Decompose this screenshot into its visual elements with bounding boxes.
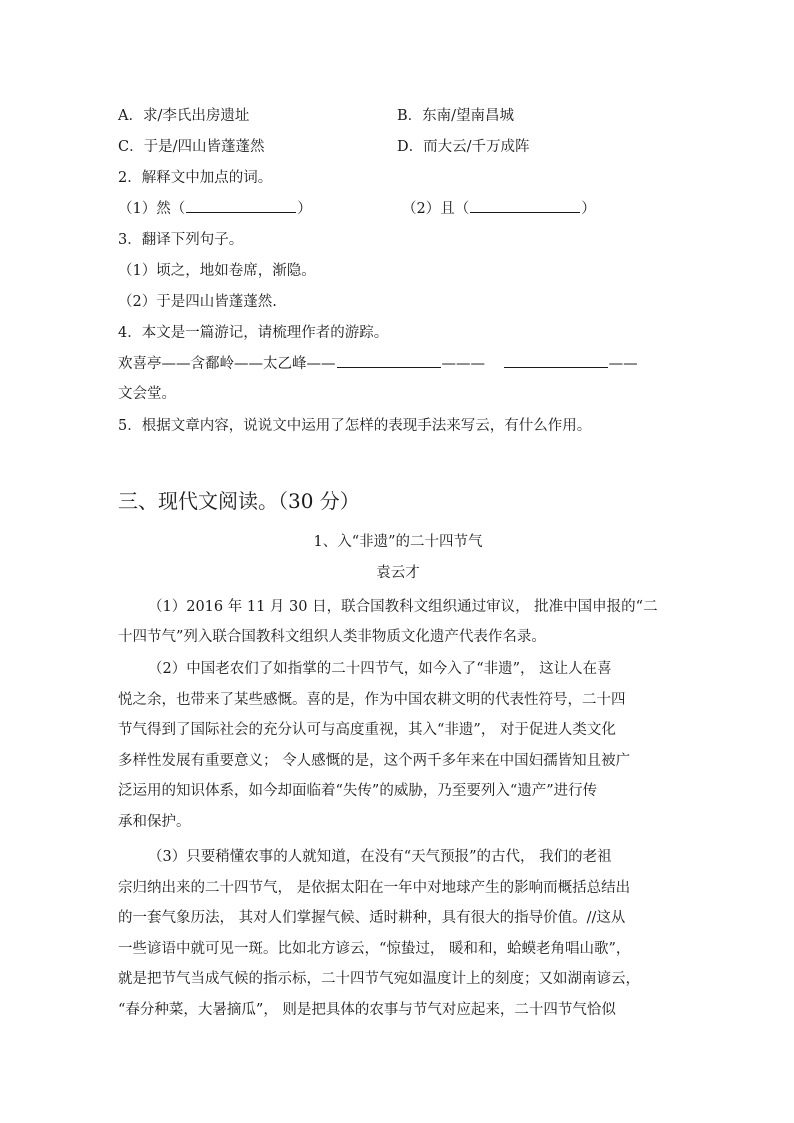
- p2-line: 多样性发展有重要意义； 令人感慨的是，这个两千多年来在中国妇孺皆知且被广: [118, 752, 631, 769]
- p2-line: 节气得到了国际社会的充分认可与高度重视，其入“非遗”， 对于促进人类文化: [118, 722, 616, 739]
- q1-options-row-1: [118, 104, 515, 125]
- option-a: A．求/李氏出房遗址: [118, 108, 250, 124]
- p3-line: 的一套气象历法， 其对人们掌握气候、适时耕种，具有很大的指导价值。//这从: [118, 910, 626, 926]
- q2-answer-blank-1[interactable]: [186, 198, 296, 213]
- article-author: 袁云才: [376, 565, 420, 581]
- paragraph-1: [118, 592, 678, 652]
- paragraph-3: [118, 842, 678, 1025]
- article-title: 1、入“非遗”的二十四节气: [313, 534, 483, 550]
- q1-options-row-2: [118, 135, 530, 156]
- p3-line: 一些谚语中就可见一斑。比如北方谚云，“惊蛰过， 暖和和，蛤蟆老角唱山歌”，: [118, 940, 631, 957]
- section-heading: 三、现代文阅读。（30 分）: [118, 489, 360, 513]
- q2-title: 2．解释文中加点的词。: [118, 170, 273, 186]
- q2-item2-suffix: ）: [581, 201, 596, 217]
- p2-line: 悦之余，也带来了某些感慨。喜的是，作为中国农耕文明的代表性符号，二十四: [118, 691, 626, 708]
- q4-dash-mid: ———: [441, 356, 485, 372]
- p3-line: “春分种菜，大暑摘瓜”， 则是把具体的农事与节气对应起来，二十四节气恰似: [118, 1001, 616, 1018]
- p3-line: 宗归纳出来的二十四节气， 是依据太阳在一年中对地球产生的影响而概括总结出: [118, 879, 631, 896]
- p2-line: 承和保护。: [118, 813, 191, 830]
- p1-line: 十四节气”列入联合国教科文组织人类非物质文化遗产代表作名录。: [118, 629, 546, 645]
- q3-sentence-2: （2）于是四山皆蓬蓬然.: [118, 294, 277, 310]
- q4-route-start: 欢喜亭——含鄱岭——太乙峰——: [118, 356, 336, 372]
- q4-title: 4．本文是一篇游记，请梳理作者的游踪。: [118, 325, 389, 341]
- q2-item2-prefix: （2）且（: [402, 201, 470, 217]
- q4-route-end: 文会堂。: [118, 386, 176, 402]
- paragraph-2: [118, 654, 678, 838]
- q2-item1-prefix: （1）然（: [118, 201, 186, 217]
- q2-answer-blank-2[interactable]: [470, 198, 580, 213]
- q3-title: 3．翻译下列句子。: [118, 232, 244, 248]
- option-d: D．而大云/千万成阵: [397, 139, 530, 155]
- q4-dash-end: ——: [608, 356, 638, 372]
- q3-sentence-1: （1）顷之，地如卷席，渐隐。: [118, 263, 316, 279]
- option-b: B．东南/望南昌城: [397, 108, 515, 124]
- q2-item2: [402, 197, 596, 218]
- q2-items: [118, 197, 596, 218]
- p3-line: （3）只要稍懂农事的人就知道，在没有“天气预报”的古代， 我们的老祖: [148, 849, 612, 865]
- q4-route: [118, 352, 638, 373]
- p2-line: （2）中国老农们了如指掌的二十四节气，如今入了“非遗”， 这让人在喜: [148, 661, 612, 677]
- q4-answer-blank-1[interactable]: [337, 353, 441, 368]
- option-c: C．于是/四山皆蓬蓬然: [118, 139, 265, 155]
- q5-title: 5．根据文章内容，说说文中运用了怎样的表现手法来写云，有什么作用。: [118, 418, 592, 434]
- q4-answer-blank-2[interactable]: [504, 353, 608, 368]
- p1-line: （1）2016 年 11 月 30 日，联合国教科文组织通过审议， 批准中国申报的“二: [148, 599, 658, 615]
- p2-line: 泛运用的知识体系，如今却面临着“失传”的威胁，乃至要列入“遗产”进行传: [118, 783, 598, 800]
- q2-item1-suffix: ）: [297, 201, 312, 217]
- p3-line: 就是把节气当成气候的指示标，二十四节气宛如温度计上的刻度；又如湖南谚云，: [118, 971, 640, 987]
